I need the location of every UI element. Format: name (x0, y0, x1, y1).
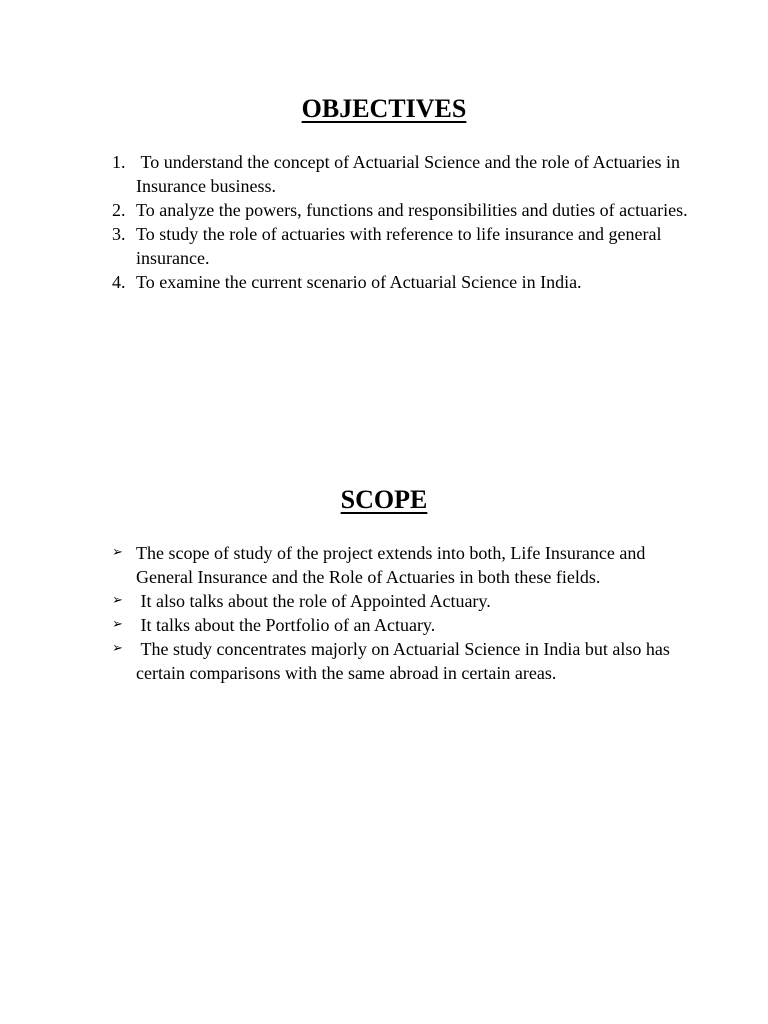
objective-text: To analyze the powers, functions and responsibilities and duties of actuaries. (136, 200, 688, 220)
arrowhead-bullet-icon: ➢ (112, 545, 123, 560)
objective-item (112, 198, 692, 222)
objective-item (112, 150, 692, 198)
objective-text: To study the role of actuaries with reference to life insurance and general insurance. (136, 224, 662, 268)
scope-text: It also talks about the role of Appointed Actuary. (136, 591, 491, 611)
scope-text: The scope of study of the project extends into both, Life Insurance and General Insurance and the Role of Actuaries in both these fields. (136, 543, 646, 587)
objective-item (112, 222, 692, 270)
objective-text: To examine the current scenario of Actuarial Science in India. (136, 272, 582, 292)
scope-item (112, 541, 692, 589)
arrowhead-bullet-icon: ➢ (112, 641, 123, 656)
scope-text: The study concentrates majorly on Actuarial Science in India but also has certain comparisons with the same abroad in certain areas. (136, 639, 675, 683)
arrowhead-bullet-icon: ➢ (112, 593, 123, 608)
scope-item (112, 589, 692, 613)
objective-number: 1. (112, 152, 126, 172)
objective-text: To understand the concept of Actuarial Science and the role of Actuaries in Insurance business. (136, 152, 685, 196)
objectives-heading: OBJECTIVES (301, 94, 467, 123)
arrowhead-bullet-icon: ➢ (112, 617, 123, 632)
objective-number: 4. (112, 272, 126, 292)
objective-number: 2. (112, 200, 126, 220)
objectives-list (112, 150, 692, 294)
objective-number: 3. (112, 224, 126, 244)
scope-item (112, 613, 692, 637)
scope-heading: SCOPE (340, 485, 428, 514)
scope-text: It talks about the Portfolio of an Actuary. (136, 615, 436, 635)
scope-list (112, 541, 692, 685)
scope-item (112, 637, 692, 685)
objective-item (112, 270, 692, 294)
